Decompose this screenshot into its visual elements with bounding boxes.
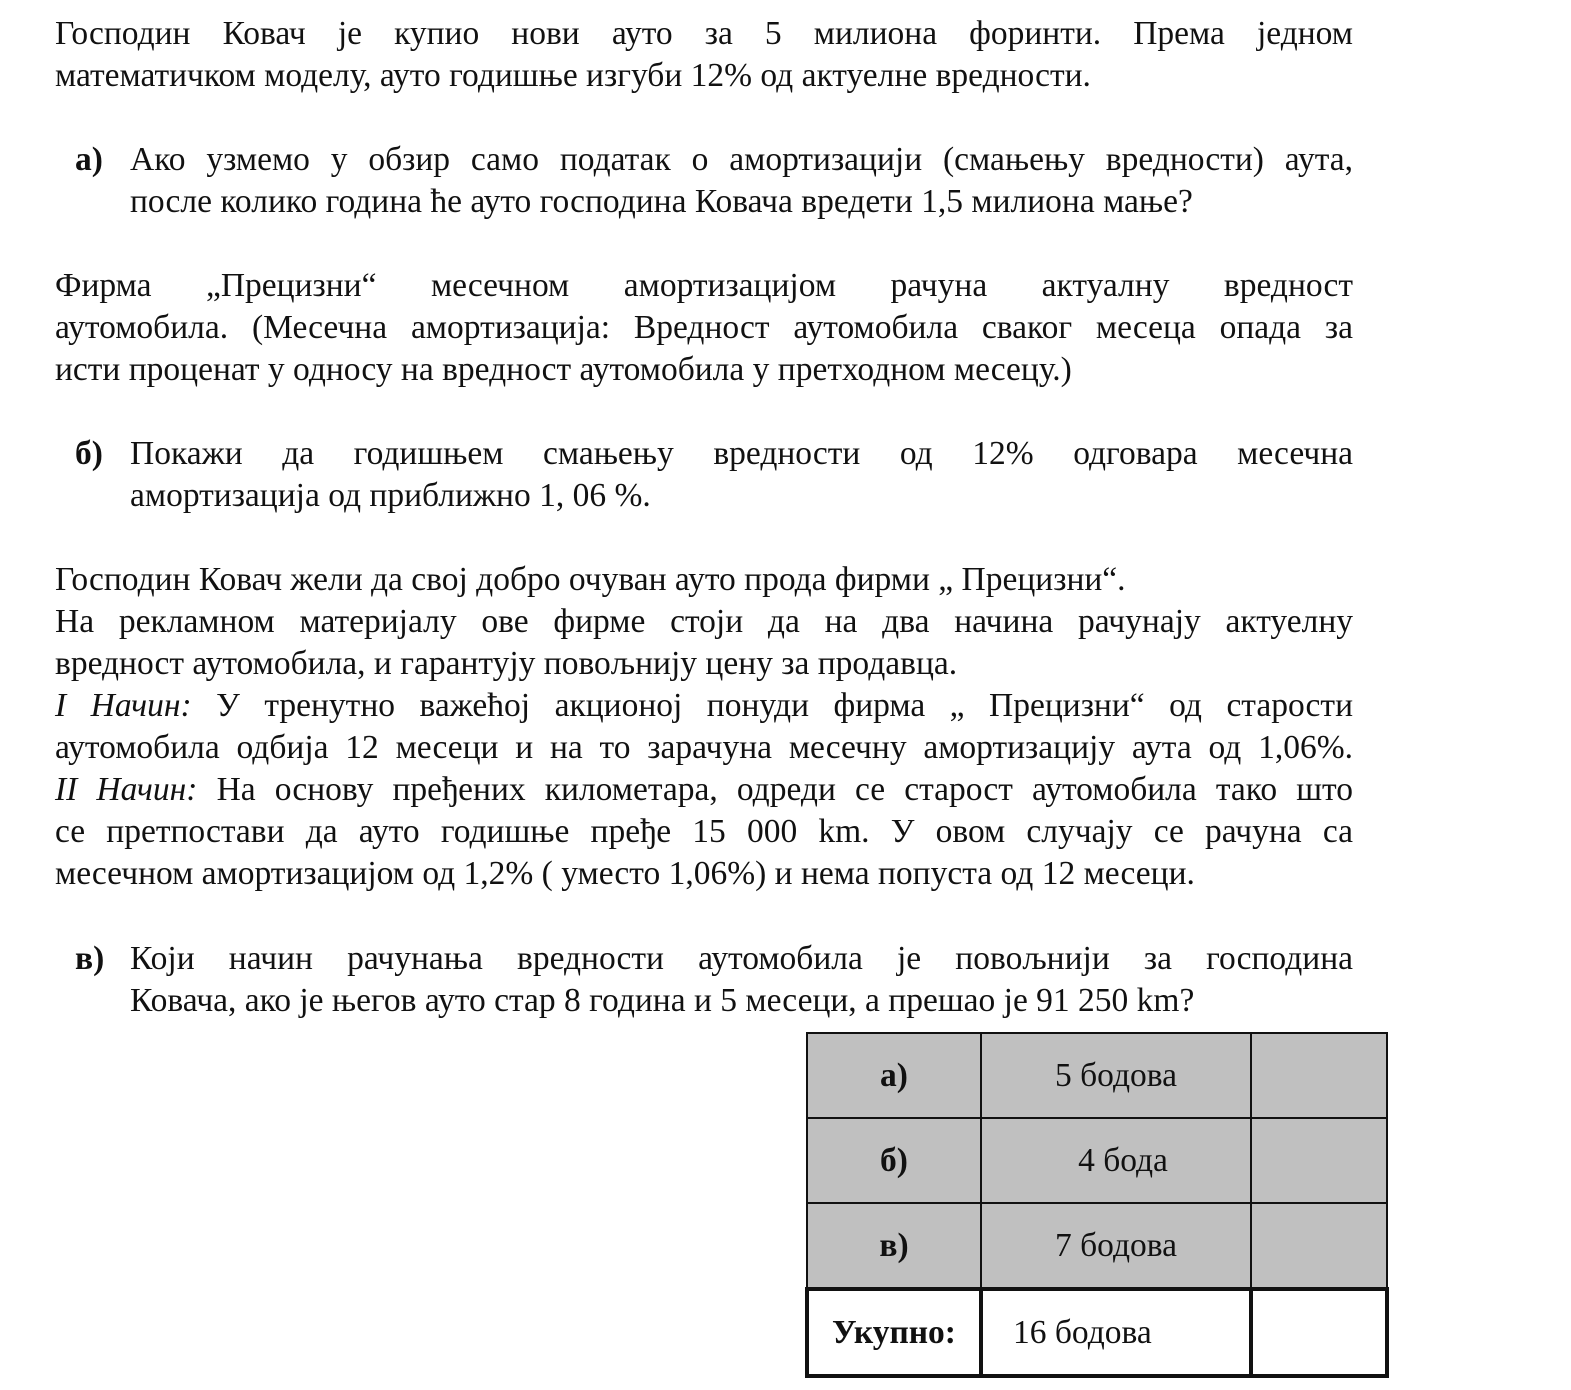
score-points-b: 4 бода (981, 1118, 1251, 1203)
question-a-text (130, 139, 1353, 223)
question-c-label: в) (75, 940, 105, 977)
offer-line-3: вредност аутомобила, и гарантују повољнију цену за продавца. (55, 645, 958, 682)
intro-line-1: Господин Ковач је купио нови ауто за 5 милиона форинти. Према једном (55, 15, 1353, 52)
score-part-b: б) (807, 1118, 981, 1203)
method-1-line-1 (55, 685, 1353, 727)
firm-line-1: Фирма „Прецизни“ месечном амортизацијом рачуна актуалну вредност (55, 267, 1353, 304)
score-points-c: 7 бодова (981, 1203, 1251, 1289)
score-earned-b[interactable] (1251, 1118, 1387, 1203)
intro-paragraph (55, 13, 1353, 97)
intro-line-2: математичком моделу, ауто годишње изгуби 12% од актуелне вредности. (55, 57, 1091, 94)
question-a-label: а) (75, 141, 103, 178)
firm-paragraph (55, 265, 1353, 391)
score-earned-c[interactable] (1251, 1203, 1387, 1289)
question-b-text (130, 433, 1353, 517)
question-c (55, 938, 1353, 1022)
question-a (55, 139, 1353, 223)
question-b (55, 433, 1353, 517)
offer-paragraph (55, 559, 1353, 895)
method-2-label: II Начин: (55, 771, 198, 808)
method-2-line-1 (55, 769, 1353, 811)
score-total-earned[interactable] (1251, 1289, 1387, 1376)
score-points-a: 5 бодова (981, 1033, 1251, 1118)
offer-line-2: На рекламном материјалу ове фирме стоји да на два начина рачунају актуелну (55, 603, 1353, 640)
firm-line-2: аутомобила. (Месечна амортизација: Вредност аутомобила сваког месеца опада за (55, 309, 1353, 346)
score-row-c (807, 1203, 1387, 1289)
offer-line-1: Господин Ковач жели да свој добро очуван ауто прода фирми „ Прецизни“. (55, 561, 1126, 598)
question-c-line-2: Ковача, ако је његов ауто стар 8 година и 5 месеци, а прешао је 91 250 km? (130, 982, 1195, 1019)
question-c-text (130, 938, 1353, 1022)
score-part-c: в) (807, 1203, 981, 1289)
question-a-line-2: после колико година ће ауто господина Ковача вредети 1,5 милиона мање? (130, 183, 1193, 220)
method-2-text-1: На основу пређених километара, одреди се старост аутомобила тако што (197, 771, 1353, 808)
question-a-line-1: Ако узмемо у обзир само податак о амортизацији (смањењу вредности) аута, (130, 141, 1353, 178)
question-b-label: б) (75, 435, 103, 472)
method-1-text-1: У тренутно важећој акционој понуди фирма „ Прецизни“ од старости (191, 687, 1353, 724)
score-part-a: а) (807, 1033, 981, 1118)
method-2-line-3: месечном амортизацијом од 1,2% ( уместо 1,06%) и нема попуста од 12 месеци. (55, 855, 1195, 892)
method-1-line-2: аутомобила одбија 12 месеци и на то зарачуна месечну амортизацију аута од 1,06%. (55, 729, 1353, 766)
question-b-line-1: Покажи да годишњем смањењу вредности од 12% одговара месечна (130, 435, 1353, 472)
firm-line-3: исти проценат у односу на вредност аутомобила у претходном месецу.) (55, 351, 1072, 388)
method-1-label: I Начин: (55, 687, 192, 724)
score-row-total (807, 1289, 1387, 1376)
score-earned-a[interactable] (1251, 1033, 1387, 1118)
question-b-line-2: амортизација од приближно 1, 06 %. (130, 477, 651, 514)
score-total-points: 16 бодова (981, 1289, 1251, 1376)
score-table (805, 1032, 1389, 1378)
score-total-label: Укупно: (807, 1289, 981, 1376)
score-row-b (807, 1118, 1387, 1203)
question-c-line-1: Који начин рачунања вредности аутомобила је повољнији за господина (130, 940, 1353, 977)
score-row-a (807, 1033, 1387, 1118)
method-2-line-2: се претпостави да ауто годишње пређе 15 000 km. У овом случају се рачуна са (55, 813, 1353, 850)
